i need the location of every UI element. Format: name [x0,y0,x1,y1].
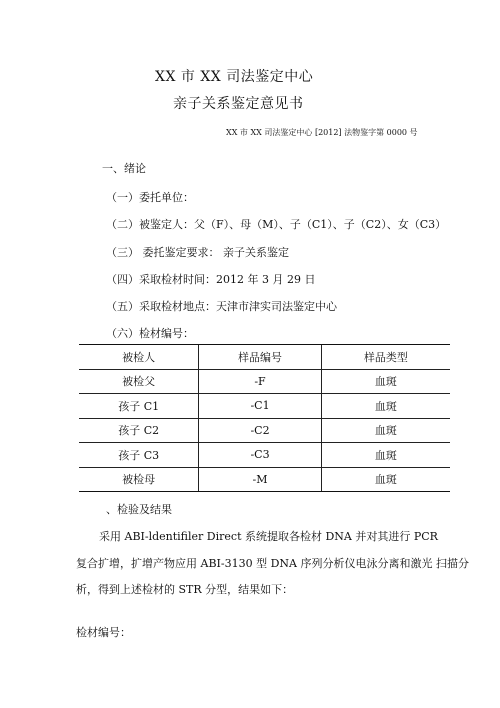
cell-subject: 孩子 C1 [79,394,199,419]
doc-title: 亲子关系鉴定意见书 [173,96,304,112]
cell-subject: 孩子 C3 [79,443,199,468]
table-header-row [79,345,450,370]
exam-paragraph-line-1: 采用 ABI-ldentifiler Direct 系统提取各检材 DNA 并对其进行 PCR [99,530,438,543]
intro-item-client: （一）委托单位： [106,191,194,204]
cell-sample-id: -C2 [199,418,321,443]
cell-subject: 孩子 C2 [79,418,199,443]
table-row [79,467,450,492]
cell-subject: 被检母 [79,467,199,492]
intro-section-title: 一、绪论 [102,162,146,175]
exam-paragraph-line-3: 析，得到上述检材的 STR 分型，结果如下： [76,583,294,596]
exam-paragraph-line-2: 复合扩增，扩增产物应用 ABI-3130 型 DNA 序列分析仪电泳分离和激光 扫描分 [76,557,469,570]
cell-sample-type: 血斑 [321,443,450,468]
intro-item-request: （三） 委托鉴定要求： 亲子关系鉴定 [106,246,289,259]
cell-sample-id: -C1 [199,394,321,419]
intro-item-sample-ids: （六）检材编号： [106,327,194,340]
cell-sample-type: 血斑 [321,369,450,394]
reference-number: XX 市 XX 司法鉴定中心 [2012] 法物鉴字第 0000 号 [226,128,418,137]
cell-sample-id: -F [199,369,321,394]
column-header-subject: 被检人 [79,345,199,370]
table-row [79,418,450,443]
intro-item-subjects: （二）被鉴定人：父（F）、母（M）、子（C1）、子（C2）、女（C3） [106,218,447,231]
cell-sample-type: 血斑 [321,418,450,443]
column-header-sample-type: 样品类型 [321,345,450,370]
intro-item-sampling-place: （五）采取检材地点：天津市津实司法鉴定中心 [106,300,337,313]
intro-item-sampling-time: （四）采取检材时间：2012 年 3 月 29 日 [106,273,316,286]
cell-subject: 被检父 [79,369,199,394]
cell-sample-type: 血斑 [321,394,450,419]
org-title: XX 市 XX 司法鉴定中心 [155,69,314,85]
table-row [79,394,450,419]
cell-sample-type: 血斑 [321,467,450,492]
sample-table [79,344,450,492]
cell-sample-id: -M [199,467,321,492]
table-row [79,369,450,394]
exam-section-title: 、检验及结果 [106,503,172,516]
cell-sample-id: -C3 [199,443,321,468]
column-header-sample-id: 样品编号 [199,345,321,370]
sample-id-label: 检材编号： [76,626,131,639]
table-row [79,443,450,468]
